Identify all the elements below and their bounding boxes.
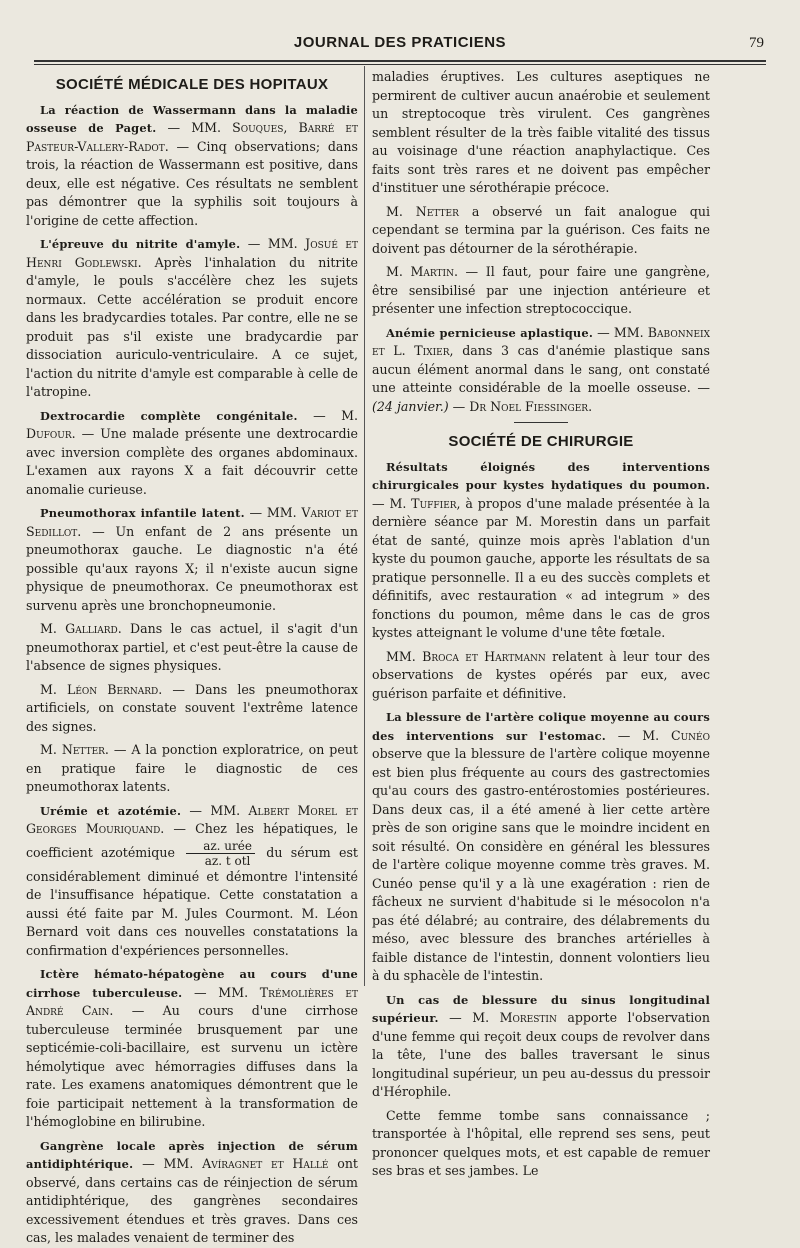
article-anemie: Anémie pernicieuse aplastique. — MM. Babonneix et L. Tixier, dans 3 cas d'anémie plastique sans aucun élément anormal dans le sang, ont constaté une atteinte considérable de la moelle osseuse. — (24 janvier.) — Dr Noel Fiessinger.: [372, 324, 710, 414]
comment-bernard: M. Léon Bernard. — Dans les pneumothorax artificiels, on constate souvent l'extrême latence des signes.: [26, 681, 359, 734]
article-title: Anémie pernicieuse aplastique.: [386, 325, 593, 340]
report-signature: — Dr Noel Fiessinger.: [452, 398, 593, 414]
comment-netter: M. Netter. — A la ponction exploratrice, on peut en pratique faire le diagnostic de ces pneumothorax latents.: [26, 742, 358, 794]
running-header: [30, 28, 770, 58]
article-ictere: Ictère hémato-hépatogène au cours d'une cirrhose tuberculeuse. — MM. Trémolières et André Cain. — Au cours d'une cirrhose tuberculeuse terminée brusquement par une septicémie-coli-bacillaire, est survenu un ictère hémolytique avec hémorragies diffuses dans la rate. Les examens anatomiques démontrent que le foie participait nettement à la transformation de l'hémoglobine en bilirubine.: [26, 967, 358, 1129]
comment-text: a observé un fait analogue qui cependant se termina par la guérison. Ces faits ne doivent pas détourner de la sérothérapie.: [372, 203, 710, 256]
article-authors: MM. Babonneix et L. Tixier,: [372, 324, 710, 358]
section-title-medicale: SOCIÉTÉ MÉDICALE DES HOPITAUX: [55, 76, 329, 93]
article-text: Une malade présente une dextrocardie avec inversion complète des organes abdominaux. L'examen aux rayons X a fait découvrir cette anomalie curieuse.: [26, 426, 358, 497]
article-authors: M. Dufour.: [26, 407, 358, 441]
section-title-chirurgie: SOCIÉTÉ DE CHIRURGIE: [448, 433, 634, 450]
article-text: apporte l'observation d'une femme qui reçoit deux coups de revolver dans la tête, l'une des balles traversant le sinus longitudinal supérieur, un peu au-dessus du pressoir d'Hérophile.: [372, 1010, 711, 1099]
gangrene-continued: maladies éruptives. Les cultures aseptiques ne permirent de cultiver aucun anaérobie et seulement un streptocoque très virulent. Ces gangrènes semblent résulter de la très faible vitalité des tissus au voisinage d'une réaction anaphylactique. Ces faits sont très rares et ne doivent pas empêcher d'instituer une sérothérapie précoce.: [372, 69, 710, 195]
article-authors: MM. Avíragnet et Hallé: [163, 1156, 329, 1171]
left-column: [26, 68, 359, 1245]
right-column: [372, 68, 711, 1178]
article-authors: MM. Trémolières et André Cain.: [26, 984, 358, 1018]
azotemic-coefficient-fraction: [186, 839, 255, 868]
comment-text: Dans le cas actuel, il s'agit d'un pneumothorax partiel, et c'est peut-être la cause de l'absence de signes physiques.: [26, 621, 358, 673]
article-text: observe que la blessure de l'artère colique moyenne est bien plus fréquente au cours des gastrectomies qu'au cours des gastro-entérostomies postérieures. Dans deux cas, il a été amené à lier cette artère près de son origine sans que le moindre incident en soit résulté. On considère en général les blessures de l'artère colique moyenne comme très graves. M. Cunéo pense qu'il y a là une exagération : rien de fâcheux ne survient d'habitude si le mésocolon n'a pas été délabré; au contraire, des délabrements du méso, avec blessure des branches artérielles à faible distance de l'intestin, donnent volontiers lieu à du sphacèle de l'intestin.: [372, 746, 710, 983]
article-authors: M. Morestin: [472, 1010, 557, 1025]
session-date: (24 janvier.): [372, 398, 449, 414]
article-sinus: Un cas de blessure du sinus longitudinal supérieur. — M. Morestin apporte l'observation d'une femme qui reçoit deux coups de revolver dans la tête, l'une des balles traversant le sinus longitudinal supérieur, un peu au-dessus du pressoir d'Hérophile.: [372, 992, 711, 1099]
article-text: et démontre l'intensité de l'insuffisance hépatique. Cette constatation a aussi été faite par M. Jules Courmont. M. Léon Bernard voit dans ces nouvelles constatations la confirmation d'expériences personnelles.: [26, 868, 358, 958]
article-dextrocardie: Dextrocardie complète congénitale. — M. Dufour. — Une malade présente une dextrocardie avec inversion complète des organes abdominaux. L'examen aux rayons X a fait découvrir cette anomalie curieuse.: [26, 407, 358, 497]
article-title: Un cas de blessure du sinus longitudinal supérieur.: [372, 992, 710, 1025]
article-title: La réaction de Wassermann dans la maladie osseuse de Paget.: [26, 102, 358, 135]
comment-text: A la ponction exploratrice, on peut en pratique faire le diagnostic de ces pneumothorax latents.: [26, 742, 358, 794]
article-authors: M. Cunéo: [642, 727, 710, 743]
article-authors: MM. Albert Morel et Georges Mouriquand.: [26, 802, 358, 836]
article-authors: M. Tuffier,: [389, 495, 461, 511]
comment-author: M. Netter.: [40, 742, 109, 757]
comment-galliard: [26, 620, 358, 676]
comment-text: Dans les pneumothorax artificiels, on constate souvent l'extrême latence des signes.: [26, 681, 359, 734]
fraction-denominator: az. t otl: [204, 853, 251, 868]
article-artere-colique: La blessure de l'artère colique moyenne au cours des interventions sur l'estomac. — M. Cunéo observe que la blessure de l'artère colique moyenne est bien plus fréquente au cours des gastrectomies qu'au cours des gastro-entérostomies postérieures. Dans deux cas, il a été amené à lier cette artère près de son origine sans que le moindre incident en soit résulté. On considère en général les blessures de l'artère colique moyenne comme très graves. M. Cunéo pense qu'il y a là une exagération : rien de fâcheux ne survient d'habitude si le mésocolon n'a pas été délabré; au contraire, des délabrements du méso, avec blessure des branches artérielles à faible distance de l'intestin, donnent volontiers lieu à du sphacèle de l'intestin.: [372, 710, 710, 983]
comment-martin: M. Martin. — Il faut, pour faire une gangrène, être sensibilisé par une injection antérieure et présenter une infection streptococcique.: [372, 264, 710, 316]
article-sinus-continued: Cette femme tombe sans connaissance ; transportée à l'hôpital, elle reprend ses sens, peut prononcer quelques mots, et est capable de remuer ses bras et ses jambes. Le: [372, 1107, 710, 1178]
article-pneumothorax: Pneumothorax infantile latent. — MM. Variot et Sedillot. — Un enfant de 2 ans présente un pneumothorax gauche. Le diagnostic n'a été possible qu'aux rayons X; il n'existe aucun signe physique de pneumothorax. Ce pneumothorax est survenu après une bronchopneumonie.: [26, 505, 358, 613]
page-number: 79: [749, 35, 764, 51]
comment-author: M. Martin.: [386, 264, 458, 279]
article-nitrite-amyle: L'épreuve du nitrite d'amyle. — MM. Josué et Henri Godlewski. Après l'inhalation du nitrite d'amyle, le pouls s'accélère chez les sujets normaux. Cette accélération se produit encore dans les bradycardies totales. Par contre, elle ne se produit pas s'il existe une bradycardie par dissociation auriculo-ventriculaire. A ce sujet, l'action du nitrite d'amyle est comparable à celle de l'atropine.: [26, 236, 359, 399]
article-text: du sérum est considérablement diminué: [26, 844, 358, 884]
article-text: à propos d'une malade présentée à la dernière séance par M. Morestin dans un parfait état de santé, quinze mois après l'ablation d'un kyste du poumon gauche, apporte les résultats de sa pratique personnelle. Il a eu des succès complets et définitifs, avec restauration « ad integrum » des fonctions du poumon, même dans le cas de gros kystes atteignant le volume d'une tête fœtale.: [372, 495, 710, 640]
article-title: Pneumothorax infantile latent.: [40, 506, 245, 520]
comment-text: Il faut, pour faire une gangrène, être sensibilisé par une injection antérieure et présenter une infection streptococcique.: [372, 264, 710, 316]
comment-author: M. Léon Bernard.: [40, 681, 163, 697]
article-title: La blessure de l'artère colique moyenne au cours des interventions sur l'estomac.: [372, 710, 710, 743]
article-text: Un enfant de 2 ans présente un pneumothorax gauche. Le diagnostic n'a été possible qu'aux rayons X; il n'existe aucun signe physique de pneumothorax. Ce pneumothorax est survenu après une bronchopneumonie.: [26, 523, 358, 613]
comment-author: M. Netter: [386, 203, 459, 219]
article-authors: MM. Josué et Henri Godlewski.: [26, 236, 359, 270]
comment-netter-2: [372, 203, 710, 259]
fraction-numerator: az. urée: [186, 839, 255, 854]
comment-author: MM. Broca et Hartmann: [386, 648, 546, 664]
article-text: Cinq observations; dans trois, la réaction de Wassermann est positive, dans deux, elle est négative. Ces résultats ne semblent pas démontrer que la syphilis soit toujours à l'origine de cette affection.: [26, 138, 358, 228]
article-kystes: Résultats éloignés des interventions chirurgicales pour kystes hydatiques du poumon. — M. Tuffier, à propos d'une malade présentée à la dernière séance par M. Morestin dans un parfait état de santé, quinze mois après l'ablation d'un kyste du poumon gauche, apporte les résultats de sa pratique personnelle. Il a eu des succès complets et définitifs, avec restauration « ad integrum » des fonctions du poumon, même dans le cas de gros kystes atteignant le volume d'une tête fœtale.: [372, 459, 710, 640]
article-title: Dextrocardie complète congénitale.: [40, 408, 298, 423]
article-text: ont observé, dans certains cas de réinjection de sérum antidiphtérique, des gangrènes secondaires excessivement étendues et très graves. Dans ces cas, les malades venaient de terminer des: [26, 1156, 358, 1245]
article-title: Ictère hémato-hépatogène au cours d'une cirrhose tuberculeuse.: [26, 967, 358, 1000]
article-text: Après l'inhalation du nitrite d'amyle, le pouls s'accélère chez les sujets normaux. Cette accélération se produit encore dans les bradycardies totales. Par contre, elle ne se produit pas s'il existe une bradycardie par dissociation auriculo-ventriculaire. A ce sujet, l'action du nitrite d'amyle est comparable à celle de l'atropine.: [26, 254, 358, 399]
article-wassermann: La réaction de Wassermann dans la maladie osseuse de Paget. — MM. Souques, Barré et Pasteur-Vallery-Radot. — Cinq observations; dans trois, la réaction de Wassermann est positive, dans deux, elle est négative. Ces résultats ne semblent pas démontrer que la syphilis soit toujours à l'origine de cette affection.: [26, 102, 359, 228]
article-title: Urémie et azotémie.: [40, 803, 182, 818]
article-title: Gangrène locale après injection de sérum antidiphtérique.: [26, 1138, 358, 1171]
article-title: L'épreuve du nitrite d'amyle.: [40, 237, 241, 251]
comment-text: relatent à leur tour des observations de kystes opérés par eux, avec guérison parfaite et définitive.: [372, 648, 710, 701]
column-divider: [364, 66, 365, 986]
journal-title: JOURNAL DES PRATICIENS: [293, 34, 507, 51]
article-uremie: Urémie et azotémie. — MM. Albert Morel et Georges Mouriquand. — Chez les hépatiques, le coefficient azotémique $\frac{\text{az. urée}}{\text{az. t otl}}$ du sérum est considérablement diminué et démontre l'intensité de l'insuffisance hépatique. Cette constatation a aussi été faite par M. Jules Courmont. M. Léon Bernard voit dans ces nouvelles constatations la confirmation d'expériences personnelles.: [26, 802, 358, 958]
article-authors: MM. Variot et Sedillot.: [26, 505, 358, 539]
section-separator: [514, 422, 568, 423]
article-gangrene: Gangrène locale après injection de sérum antidiphtérique. — MM. Avíragnet et Hallé ont observé, dans certains cas de réinjection de sérum antidiphtérique, des gangrènes secondaires excessivement étendues et très graves. Dans ces cas, les malades venaient de terminer des: [26, 1138, 358, 1245]
header-rule: [34, 60, 766, 65]
comment-broca-hartmann: [372, 648, 710, 704]
article-text: Chez les hépatiques, le coefficient azotémique: [26, 821, 358, 860]
comment-author: M. Galliard.: [40, 621, 122, 636]
article-title: Résultats éloignés des interventions chirurgicales pour kystes hydatiques du poumon.: [372, 459, 710, 492]
article-text: Au cours d'une cirrhose tuberculeuse terminée brusquement par une septicémie-coli-bacillaire, est survenu un ictère hémolytique avec hémorragies diffuses dans la rate. Les examens anatomiques démontrent que le foie participait nettement à la transformation de l'hémoglobine en bilirubine.: [26, 1003, 358, 1129]
article-text: dans 3 cas d'anémie plastique sans aucun élément anormal dans le sang, ont constaté une atteinte considérable de la moelle osseuse. —: [372, 343, 710, 395]
article-authors: MM. Souques, Barré et Pasteur-Vallery-Radot.: [26, 120, 359, 154]
